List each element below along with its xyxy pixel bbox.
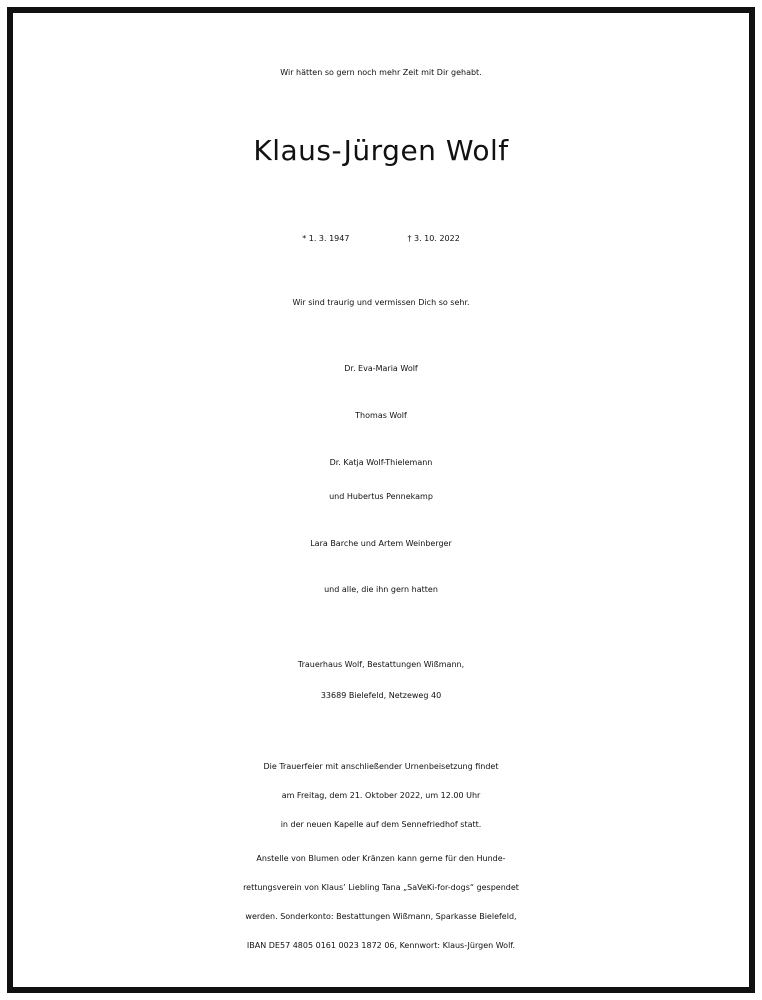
ceremony-line: am Freitag, dem 21. Oktober 2022, um 12.00 Uhr [281,791,481,800]
address-line: Trauerhaus Wolf, Bestattungen Wißmann, [297,660,465,669]
donation-line: werden. Sonderkonto: Bestattungen Wißmann, Sparkasse Bielefeld, [245,912,517,921]
mourner-line: Dr. Eva-Maria Wolf [344,364,418,373]
mourner-line: Thomas Wolf [355,411,407,420]
deceased-name: Klaus-Jürgen Wolf [253,134,509,167]
ceremony-line: in der neuen Kapelle auf dem Sennefriedhof statt. [280,820,482,829]
sad-line: Wir sind traurig und vermissen Dich so sehr. [292,298,470,307]
death-date: † 3. 10. 2022 [407,234,460,243]
donation-line: IBAN DE57 4805 0161 0023 1872 06, Kennwort: Klaus-Jürgen Wolf. [246,941,516,950]
birth-date: * 1. 3. 1947 [302,234,350,243]
mourner-line: Lara Barche und Artem Weinberger [310,539,452,548]
mourner-line: Dr. Katja Wolf-Thielemann [329,458,433,467]
address-line: 33689 Bielefeld, Netzeweg 40 [320,691,442,700]
motto: Wir hätten so gern noch mehr Zeit mit Dir gehabt. [280,68,482,77]
donation-line: rettungsverein von Klaus’ Liebling Tana „SaVeKi-for-dogs“ gespendet [243,883,519,892]
life-dates [13,235,749,243]
mourner-line: und Hubertus Pennekamp [329,492,433,501]
ceremony-line: Die Trauerfeier mit anschließender Urnenbeisetzung findet [263,762,499,771]
notice-frame [7,7,755,993]
donation-line: Anstelle von Blumen oder Kränzen kann gerne für den Hunde- [256,854,506,863]
mourner-line: und alle, die ihn gern hatten [324,585,438,594]
